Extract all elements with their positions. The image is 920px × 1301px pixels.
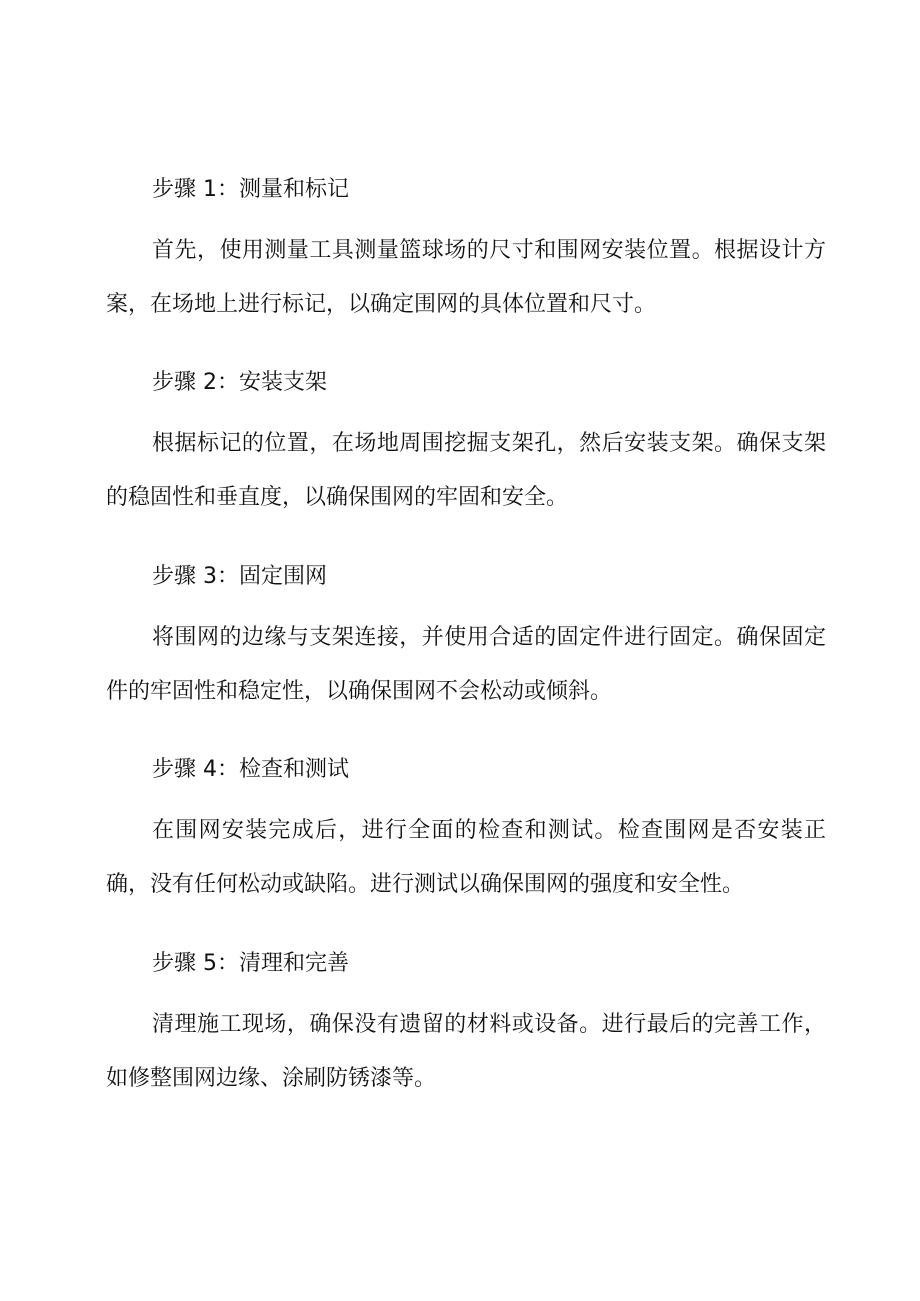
step-section-1: [106, 170, 826, 332]
step-heading: 步骤 2：安装支架: [152, 370, 327, 395]
step-paragraph: 在围网安装完成后，进行全面的检查和测试。检查围网是否安装正确，没有任何松动或缺陷。进行测试以确保围网的强度和安全性。: [106, 818, 826, 897]
step-section-4: [106, 750, 826, 912]
step-heading: 步骤 3：固定围网: [152, 564, 327, 589]
step-heading: 步骤 4：检查和测试: [152, 757, 349, 782]
step-heading: 步骤 5：清理和完善: [152, 951, 349, 976]
step-paragraph: 清理施工现场，确保没有遗留的材料或设备。进行最后的完善工作，如修整围网边缘、涂刷防锈漆等。: [106, 1012, 826, 1091]
step-paragraph: 首先，使用测量工具测量篮球场的尺寸和围网安装位置。根据设计方案，在场地上进行标记，以确定围网的具体位置和尺寸。: [106, 238, 826, 317]
step-paragraph: 将围网的边缘与支架连接，并使用合适的固定件进行固定。确保固定件的牢固性和稳定性，以确保围网不会松动或倾斜。: [106, 625, 826, 704]
step-section-5: [106, 944, 826, 1106]
step-heading: 步骤 1：测量和标记: [152, 177, 349, 202]
step-section-3: [106, 557, 826, 719]
step-paragraph: 根据标记的位置，在场地周围挖掘支架孔，然后安装支架。确保支架的稳固性和垂直度，以确保围网的牢固和安全。: [106, 431, 826, 510]
step-section-2: [106, 363, 826, 525]
